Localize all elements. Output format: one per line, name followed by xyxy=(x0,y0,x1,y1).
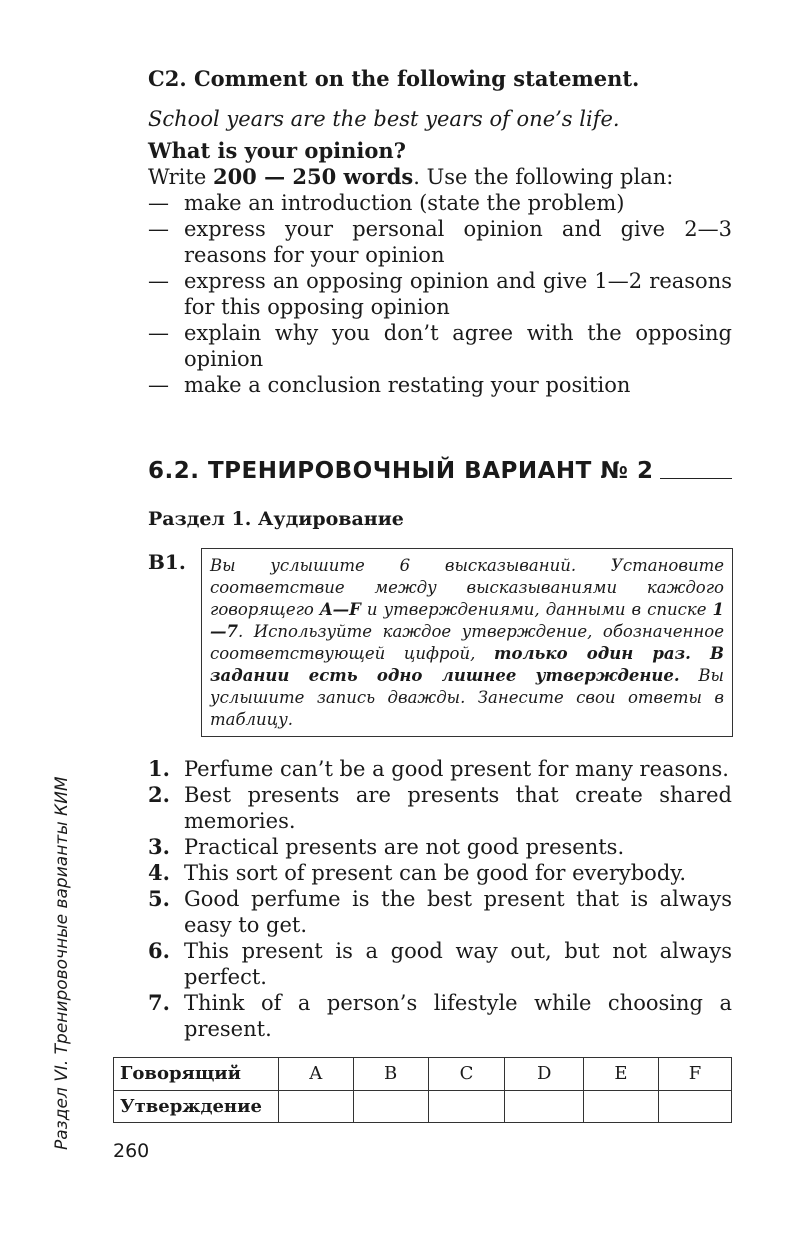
statement-number: 4. xyxy=(148,860,170,885)
section-title-text: 6.2. ТРЕНИРОВОЧНЫЙ ВАРИАНТ № 2 xyxy=(148,458,654,484)
answer-cell[interactable] xyxy=(584,1090,659,1123)
plan-item xyxy=(148,268,732,320)
plan-item xyxy=(148,372,732,398)
plan-dash: — xyxy=(148,321,169,345)
statements-list xyxy=(148,756,732,1042)
b1-text-2: и утверждениями, данными в списке xyxy=(360,600,713,619)
c2-instructions xyxy=(148,164,673,189)
speaker-cell: E xyxy=(584,1058,659,1091)
statement-text: Perfume can’t be a good present for many reasons. xyxy=(184,757,729,781)
b1-list-range: 1—7 xyxy=(210,600,724,641)
b1-only-once: только один раз. В задании есть одно лишнее утверждение. xyxy=(210,644,724,685)
statement-number: 7. xyxy=(148,990,170,1015)
b1-text-4: Вы услышите запись дважды. Занесите свои ответы в таблицу. xyxy=(210,666,724,729)
plan-list xyxy=(148,190,732,398)
answer-cell[interactable] xyxy=(505,1090,584,1123)
speaker-cell: B xyxy=(353,1058,428,1091)
instructions-word-count: 200 — 250 words xyxy=(212,164,414,189)
c2-question: What is your opinion? xyxy=(148,138,406,163)
statement-number: 6. xyxy=(148,938,170,963)
statement-item xyxy=(148,990,732,1042)
plan-dash: — xyxy=(148,269,169,293)
answer-row-label: Утверждение xyxy=(114,1090,279,1123)
plan-dash: — xyxy=(148,373,169,397)
plan-text: explain why you don’t agree with the opposing opinion xyxy=(184,321,732,371)
speaker-row-label: Говорящий xyxy=(114,1058,279,1091)
answer-row xyxy=(114,1090,732,1123)
speaker-cell: C xyxy=(428,1058,505,1091)
plan-item xyxy=(148,320,732,372)
answer-cell[interactable] xyxy=(353,1090,428,1123)
running-head: Раздел VI. Тренировочные варианты КИМ xyxy=(52,776,72,1150)
page-number: 260 xyxy=(113,1140,150,1162)
statement-number: 5. xyxy=(148,886,170,911)
answer-cell[interactable] xyxy=(658,1090,731,1123)
b1-speakers: A—F xyxy=(319,600,361,619)
statement-text: Practical presents are not good presents. xyxy=(184,835,625,859)
instructions-rest: . Use the following plan: xyxy=(413,165,674,189)
c2-heading: C2. Comment on the following statement. xyxy=(148,66,640,91)
statement-number: 2. xyxy=(148,782,170,807)
b1-instructions-box xyxy=(201,548,733,737)
statement-item xyxy=(148,860,732,886)
b1-text-1: Вы услышите 6 высказываний. Установите соответствие между высказываниями каждого говорящего xyxy=(210,556,724,619)
plan-text: make an introduction (state the problem) xyxy=(184,191,625,215)
plan-text: express your personal opinion and give 2—3 reasons for your opinion xyxy=(184,217,732,267)
plan-dash: — xyxy=(148,191,169,215)
statement-item xyxy=(148,938,732,990)
answer-table xyxy=(113,1057,732,1123)
b1-label: B1. xyxy=(148,550,186,574)
statement-number: 3. xyxy=(148,834,170,859)
statement-text: Good perfume is the best present that is always easy to get. xyxy=(184,887,732,937)
plan-text: express an opposing opinion and give 1—2 reasons for this opposing opinion xyxy=(184,269,732,319)
statement-text: Think of a person’s lifestyle while choosing a present. xyxy=(184,991,732,1041)
plan-text: make a conclusion restating your position xyxy=(184,373,631,397)
c2-statement: School years are the best years of one’s life. xyxy=(148,107,620,131)
statement-item xyxy=(148,834,732,860)
subsection-title: Раздел 1. Аудирование xyxy=(148,508,404,530)
plan-dash: — xyxy=(148,217,169,241)
statement-item xyxy=(148,886,732,938)
statement-text: This present is a good way out, but not always perfect. xyxy=(184,939,732,989)
b1-text-3: . Используйте каждое утверждение, обозначенное соответствующей цифрой, xyxy=(210,622,724,663)
speaker-cell: D xyxy=(505,1058,584,1091)
speaker-cell: F xyxy=(658,1058,731,1091)
speaker-row xyxy=(114,1058,732,1091)
answer-cell[interactable] xyxy=(428,1090,505,1123)
statement-text: Best presents are presents that create shared memories. xyxy=(184,783,732,833)
statement-text: This sort of present can be good for everybody. xyxy=(184,861,687,885)
instructions-write: Write xyxy=(148,165,213,189)
answer-cell[interactable] xyxy=(279,1090,354,1123)
statement-number: 1. xyxy=(148,756,170,781)
statement-item xyxy=(148,782,732,834)
statement-item xyxy=(148,756,732,782)
speaker-cell: A xyxy=(279,1058,354,1091)
section-title xyxy=(148,458,732,484)
plan-item xyxy=(148,216,732,268)
title-rule xyxy=(660,478,732,479)
plan-item xyxy=(148,190,732,216)
